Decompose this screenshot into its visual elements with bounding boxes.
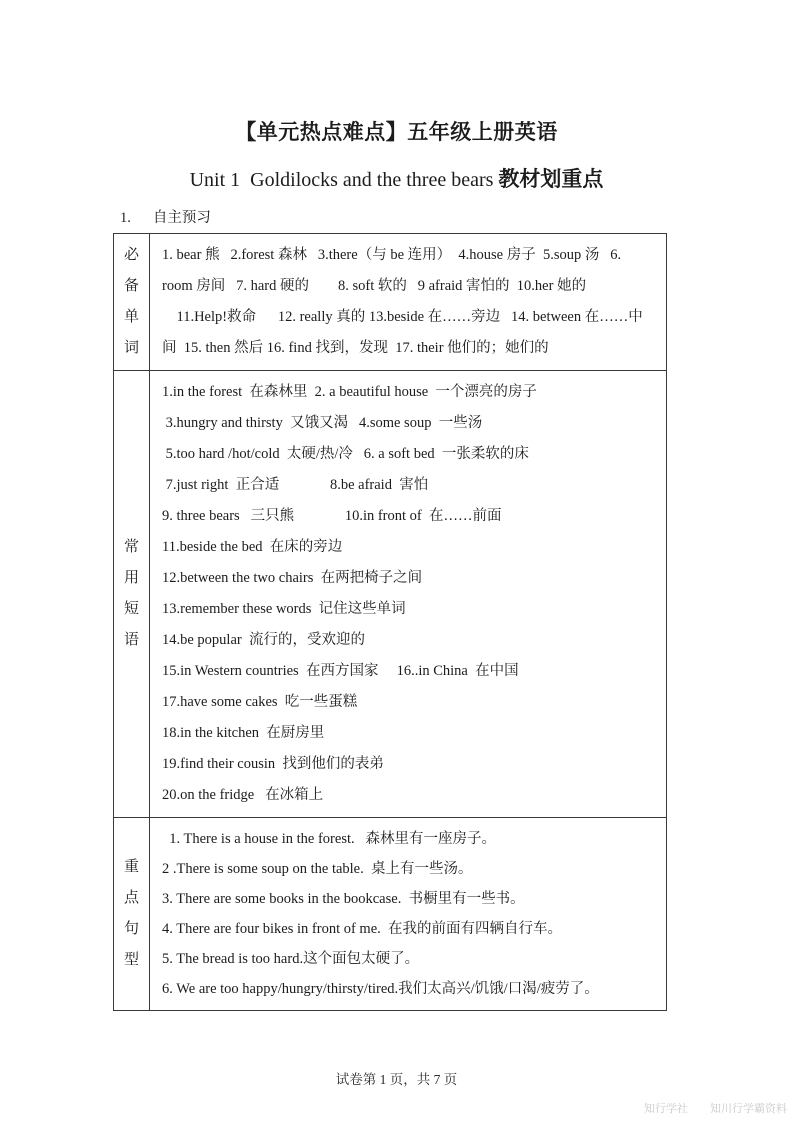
page-subtitle — [0, 163, 793, 193]
content-line: 5.too hard /hot/cold 太硬/热/冷 6. a soft bed 一张柔软的床 — [162, 446, 529, 462]
prep-table — [113, 233, 667, 1011]
section-number: 1. — [120, 210, 131, 226]
section-heading — [120, 206, 211, 227]
section-label: 自主预习 — [152, 210, 211, 226]
subtitle-english: Unit 1 Goldilocks and the three bears — [189, 169, 499, 191]
row-label-char: 重 — [123, 859, 139, 875]
row-label-char: 语 — [123, 632, 139, 648]
content-line: 1.in the forest 在森林里 2. a beautiful house 一个漂亮的房子 — [162, 384, 537, 400]
content-line: room 房间 7. hard 硬的 8. soft 软的 9 afraid 害怕的 10.her 她的 — [162, 278, 587, 294]
content-line: 7.just right 正合适 8.be afraid 害怕 — [162, 477, 429, 493]
content-line: 间 15. then 然后 16. find 找到，发现 17. their 他们的；她们的 — [162, 340, 549, 356]
content-line: 13.remember these words 记住这些单词 — [162, 601, 406, 617]
content-line: 3.hungry and thirsty 又饿又渴 4.some soup 一些汤 — [162, 415, 483, 431]
row-label-char: 型 — [123, 952, 139, 968]
content-line: 6. We are too happy/hungry/thirsty/tired.我们太高兴/饥饿/口渴/疲劳了。 — [162, 981, 599, 997]
content-line: 9. three bears 三只熊 10.in front of 在……前面 — [162, 508, 502, 524]
row-label-char: 点 — [123, 890, 139, 906]
row-label-char: 短 — [123, 601, 139, 617]
content-line: 19.find their cousin 找到他们的表弟 — [162, 756, 384, 772]
row-label — [114, 818, 150, 1010]
content-line: 15.in Western countries 在西方国家 16..in China 在中国 — [162, 663, 519, 679]
table-row — [114, 234, 666, 371]
subtitle-chinese: 教材划重点 — [498, 167, 604, 191]
content-line: 14.be popular 流行的，受欢迎的 — [162, 632, 365, 648]
row-label — [114, 371, 150, 817]
content-line: 5. The bread is too hard.这个面包太硬了。 — [162, 951, 420, 967]
row-label-char: 常 — [123, 539, 139, 555]
row-label-char: 必 — [123, 247, 139, 263]
row-label — [114, 234, 150, 370]
content-line: 11.beside the bed 在床的旁边 — [162, 539, 343, 555]
content-line: 3. There are some books in the bookcase. 书橱里有一些书。 — [162, 891, 525, 907]
content-line: 11.Help!救命 12. really 真的 13.beside 在……旁边 14. between 在……中 — [162, 309, 643, 325]
table-row — [114, 818, 666, 1010]
row-content — [150, 371, 666, 817]
page-title: 【单元热点难点】五年级上册英语 — [235, 120, 558, 144]
page-footer: 试卷第 1 页，共 7 页 — [335, 1072, 458, 1087]
content-line: 1. There is a house in the forest. 森林里有一座房子。 — [162, 831, 496, 847]
row-content — [150, 818, 666, 1010]
watermark: 知行学社 知川行学霸资料 — [644, 1103, 787, 1115]
content-line: 1. bear 熊 2.forest 森林 3.there（与 be 连用） 4.house 房子 5.soup 汤 6. — [162, 247, 622, 263]
content-line: 20.on the fridge 在冰箱上 — [162, 787, 324, 803]
row-label-char: 词 — [123, 340, 139, 356]
content-line: 4. There are four bikes in front of me. 在我的前面有四辆自行车。 — [162, 921, 563, 937]
content-line: 12.between the two chairs 在两把椅子之间 — [162, 570, 423, 586]
row-label-char: 单 — [123, 309, 139, 325]
row-label-char: 用 — [123, 570, 139, 586]
row-label-char: 句 — [123, 921, 139, 937]
content-line: 2 .There is some soup on the table. 桌上有一些汤。 — [162, 861, 473, 877]
content-line: 17.have some cakes 吃一些蛋糕 — [162, 694, 358, 710]
row-label-char: 备 — [123, 278, 139, 294]
row-content — [150, 234, 666, 370]
content-line: 18.in the kitchen 在厨房里 — [162, 725, 325, 741]
table-row — [114, 371, 666, 818]
